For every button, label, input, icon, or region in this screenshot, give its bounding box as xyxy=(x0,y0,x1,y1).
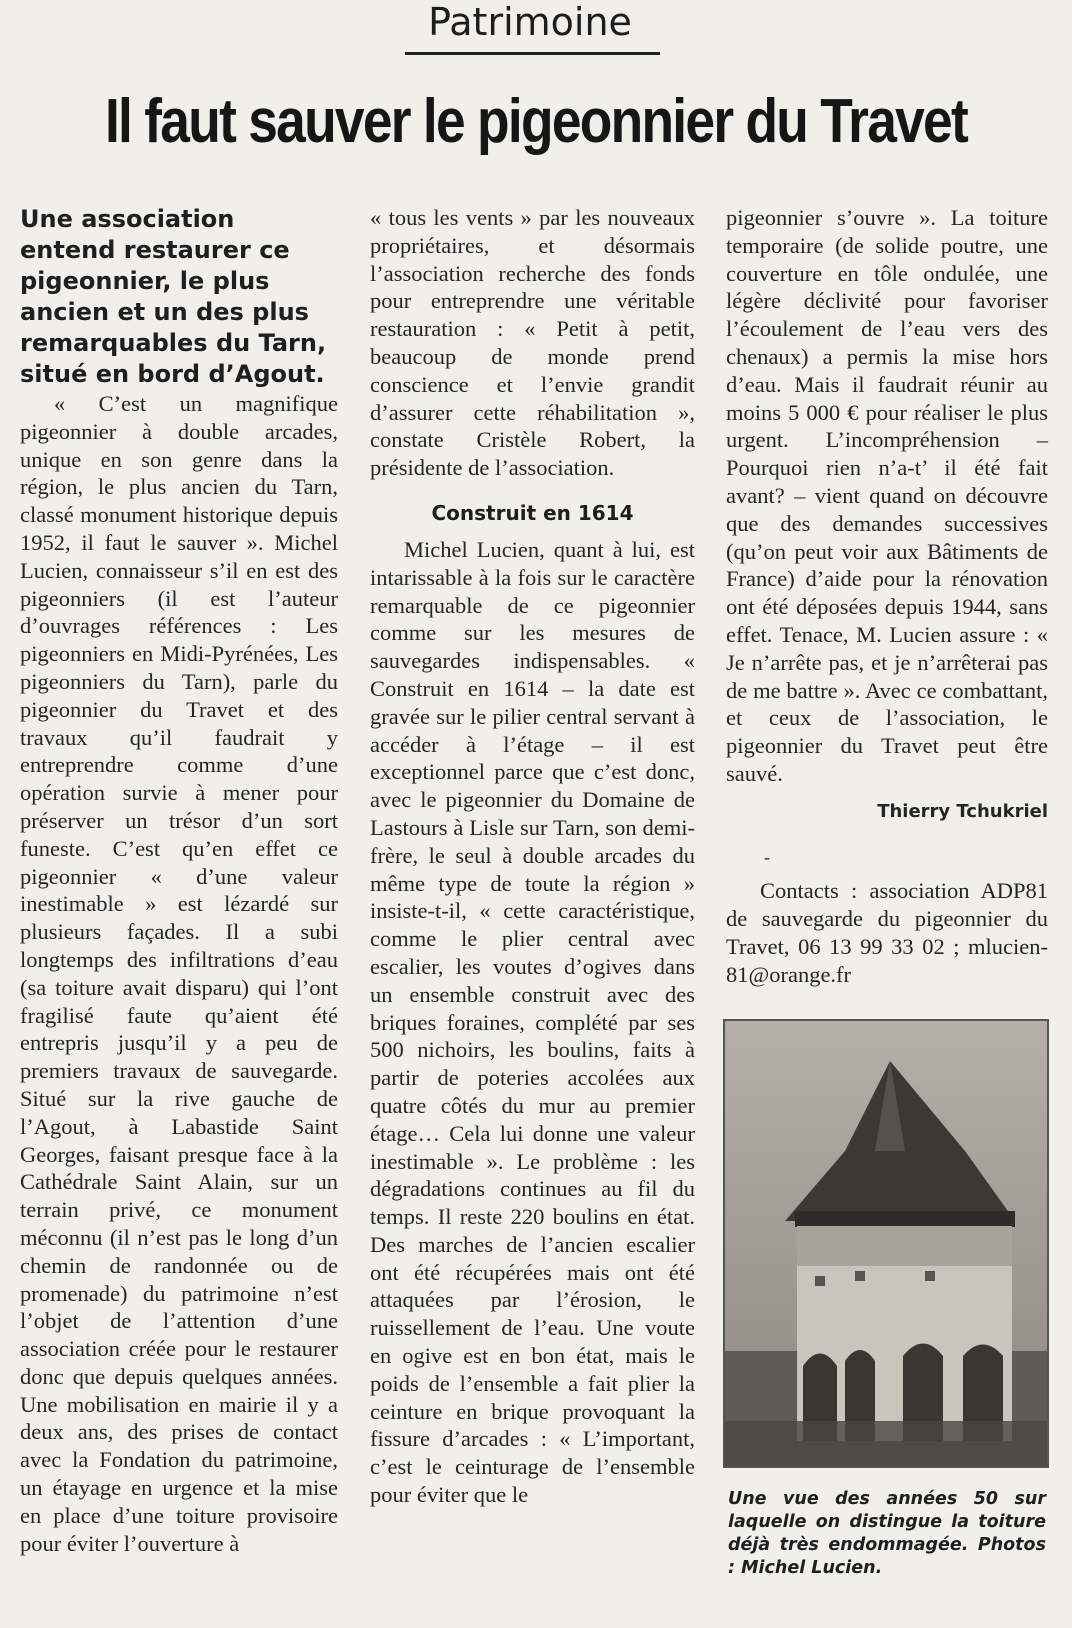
article-lead: Une association entend restaurer ce pigeonnier, le plus ancien et un des plus remarquables du Tarn, situé en bord d’Agout. xyxy=(20,205,327,388)
body-paragraph-3: Michel Lucien, quant à lui, est intarissable à la fois sur le caractère remarquable de ce pigeonnier comme sur les mesures de sauvegardes indispensables. « Construit en 1614 – la date est gravée sur le pilier central servant à accéder à l’étage – il est exceptionnel parce que c’est donc, avec le pigeonnier du Domaine de Lastours à Lisle sur Tarn, son demi-frère, le seul à double arcades du même type de toute la région » insiste-t-il, « cette caractéristique, comme le plier central avec escalier, les voutes d’ogives dans un ensemble construit avec des briques foraines, complété par ses 500 nichoirs, les boulins, faits à partir de poteries accolées aux quatre côtés du mur au premier étage… Cela lui donne une valeur inestimable ». Le problème : les dégradations continues au fil du temps. Il reste 220 boulins en état. Des marches de l’ancien escalier ont été récupérées mais ont été attaquées par l’érosion, le ruissellement de l’eau. Une voute en ogive est en bon état, mais le poids de l’ensemble a fait plier la ceinture en brique provoquant la fissure d’arcades : « L’important, c’est le ceinturage de l’ensemble pour éviter que le xyxy=(370,536,695,1508)
rubric-underline xyxy=(405,52,660,55)
body-paragraph-1: « C’est un magnifique pigeonnier à double arcades, unique en son genre dans la région, le plus ancien du Tarn, classé monument historique depuis 1952, il faut le sauver ». Michel Lucien, connaisseur s’il en est des pigeonniers (il est l’auteur d’ouvrages références : Les pigeonniers en Midi-Pyrénées, Les pigeonniers du Tarn), parle du pigeonnier du Travet et des travaux qu’il faudrait y entreprendre comme d’une opération survie à mener pour préserver un trésor d’un sort funeste. C’est qu’en effet ce pigeonnier « d’une valeur inestimable » est lézardé sur plusieurs façades. Il a subi longtemps des infiltrations d’eau (sa toiture avait disparu) qui l’ont fragilisé faute qu’aient été entrepris jusqu’il y a peu de premiers travaux de sauvegarde. Situé sur la rive gauche de l’Agout, à Labastide Saint Georges, faisant presque face à la Cathédrale Saint Alain, sur un terrain privé, ce monument méconnu (il n’est pas le long d’un chemin de randonnée ou de promenade) du patrimoine n’est l’objet de l’attention d’une association créée pour le restaurer donc que depuis quelques années. Une mobilisation en mairie il y a deux ans, des prises de contact avec la Fondation du patrimoine, un étayage en urgence et la mise en place d’une toiture provisoire pour éviter l’ouverture à xyxy=(20,391,338,1556)
article-column-2 xyxy=(370,204,695,1509)
article-headline: Il faut sauver le pigeonnier du Travet xyxy=(104,87,968,156)
author-signature: Thierry Tchukriel xyxy=(877,800,1048,822)
article-subheading: Construit en 1614 xyxy=(431,500,634,525)
photo-caption: Une vue des années 50 sur laquelle on distingue la toiture déjà très endommagée. Photos : Michel Lucien. xyxy=(728,1489,1046,1578)
pigeonnier-illustration xyxy=(725,1021,1047,1466)
contacts-paragraph: Contacts : association ADP81 de sauvegarde du pigeonnier du Travet, 06 13 99 33 02 ; mlucien-81@orange.fr xyxy=(726,878,1048,987)
body-paragraph-2: « tous les vents » par les nouveaux propriétaires, et désormais l’association recherche des fonds pour entreprendre une véritable restauration : « Petit à petit, beaucoup de monde prend conscience et l’envie grandit d’assurer cette réhabilitation », constate Cristèle Robert, la présidente de l’association. xyxy=(370,205,695,481)
separator-dash: - xyxy=(764,846,770,867)
section-rubric: Patrimoine xyxy=(428,0,632,44)
article-column-1 xyxy=(20,204,338,1557)
pigeonnier-photo xyxy=(723,1019,1049,1468)
body-paragraph-4: pigeonnier s’ouvre ». La toiture temporaire (de solide poutre, une couverture en tôle ondulée, une légère déclivité pour favoriser l’écoulement de l’eau vers des chenaux) a permis la mise hors d’eau. Mais il faudrait réunir au moins 5 000 € pour réaliser le plus urgent. L’incompréhension – Pourquoi rien n’a-t’ il été fait avant? – vient quand on découvre que des demandes successives (qu’on peut voir aux Bâtiments de France) d’aide pour la rénovation ont été déposées depuis 1944, sans effet. Tenace, M. Lucien assure : « Je n’arrête pas, et je n’arrêterai pas de me battre ». Avec ce combattant, et ceux de l’association, le pigeonnier du Travet peut être sauvé. xyxy=(726,205,1048,786)
article-column-3 xyxy=(726,204,1048,989)
